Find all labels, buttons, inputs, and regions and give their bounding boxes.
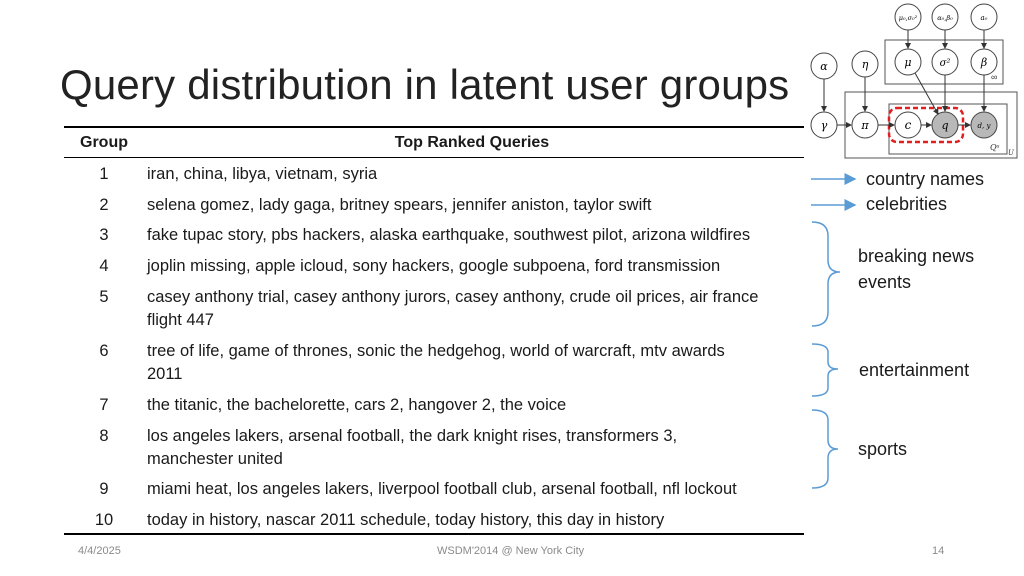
node-mu: μ	[904, 56, 912, 69]
row-5-group: 5	[99, 288, 109, 306]
node-c: c	[904, 118, 912, 132]
node-gamma: γ	[820, 119, 828, 132]
row-3-group: 3	[99, 226, 109, 244]
node-prior-ab: α₀,β₀	[937, 14, 953, 22]
row-1-queries: iran, china, libya, vietnam, syria	[147, 165, 378, 183]
row-6-queries-cont: 2011	[147, 365, 183, 383]
table-top-rule	[64, 126, 804, 128]
plate-u-label: U	[1008, 149, 1014, 157]
footer-date: 4/4/2025	[78, 545, 121, 557]
row-7-group: 7	[99, 396, 109, 414]
node-dy: d, y	[977, 122, 991, 130]
row-8-queries: los angeles lakers, arsenal football, the dark knight rises, transformers 3,	[147, 427, 678, 445]
plate-q-label: Qᵘ	[990, 143, 1000, 152]
node-pi: π	[861, 119, 869, 132]
table-header-rule	[64, 157, 804, 158]
row-1-group: 1	[99, 165, 109, 183]
node-alpha: α	[820, 60, 828, 73]
node-q: q	[941, 119, 949, 132]
row-10-queries: today in history, nascar 2011 schedule, today history, this day in history	[147, 511, 665, 529]
graphical-model-diagram	[805, 0, 1024, 165]
node-prior-mu: μ₀,σ₀²	[898, 14, 918, 22]
row-5-queries-cont: flight 447	[147, 311, 214, 329]
annotation-sports: sports	[858, 439, 908, 459]
plate-inf-label: ∞	[991, 72, 998, 82]
annotation-entertainment: entertainment	[859, 360, 970, 380]
slide-title: Query distribution in latent user groups	[60, 61, 790, 108]
header-queries: Top Ranked Queries	[394, 134, 550, 151]
row-4-group: 4	[99, 257, 109, 275]
footer-page-number: 14	[932, 545, 945, 557]
row-6-queries: tree of life, game of thrones, sonic the hedgehog, world of warcraft, mtv awards	[147, 342, 725, 360]
node-prior-a: a₀	[980, 14, 988, 22]
node-eta: η	[861, 58, 869, 71]
annotation-breaking-news: breaking news	[858, 246, 975, 266]
row-6-group: 6	[99, 342, 109, 360]
row-7-queries: the titanic, the bachelorette, cars 2, hangover 2, the voice	[147, 396, 567, 414]
annotation-events: events	[858, 272, 912, 292]
row-4-queries: joplin missing, apple icloud, sony hackers, google subpoena, ford transmission	[147, 257, 721, 275]
row-8-queries-cont: manchester united	[147, 450, 283, 468]
row-9-group: 9	[99, 480, 109, 498]
row-2-queries: selena gomez, lady gaga, britney spears, jennifer aniston, taylor swift	[147, 196, 652, 214]
row-3-queries: fake tupac story, pbs hackers, alaska earthquake, southwest pilot, arizona wildfires	[147, 226, 751, 244]
row-8-group: 8	[99, 427, 109, 445]
row-2-group: 2	[99, 196, 109, 214]
brace-entertainment	[812, 344, 838, 396]
row-9-queries: miami heat, los angeles lakers, liverpool football club, arsenal football, nfl lockout	[147, 480, 737, 498]
annotation-celebrities: celebrities	[866, 194, 948, 214]
brace-news	[812, 222, 840, 326]
node-beta: β	[980, 56, 988, 69]
footer-venue: WSDM'2014 @ New York City	[437, 545, 585, 557]
brace-sports	[812, 410, 838, 488]
annotation-country-names: country names	[866, 169, 985, 189]
row-10-group: 10	[94, 511, 114, 529]
header-group: Group	[80, 134, 128, 151]
table-bottom-rule	[64, 533, 804, 535]
node-sigma2: σ²	[939, 58, 951, 69]
row-5-queries: casey anthony trial, casey anthony jurors, casey anthony, crude oil prices, air france	[147, 288, 759, 306]
